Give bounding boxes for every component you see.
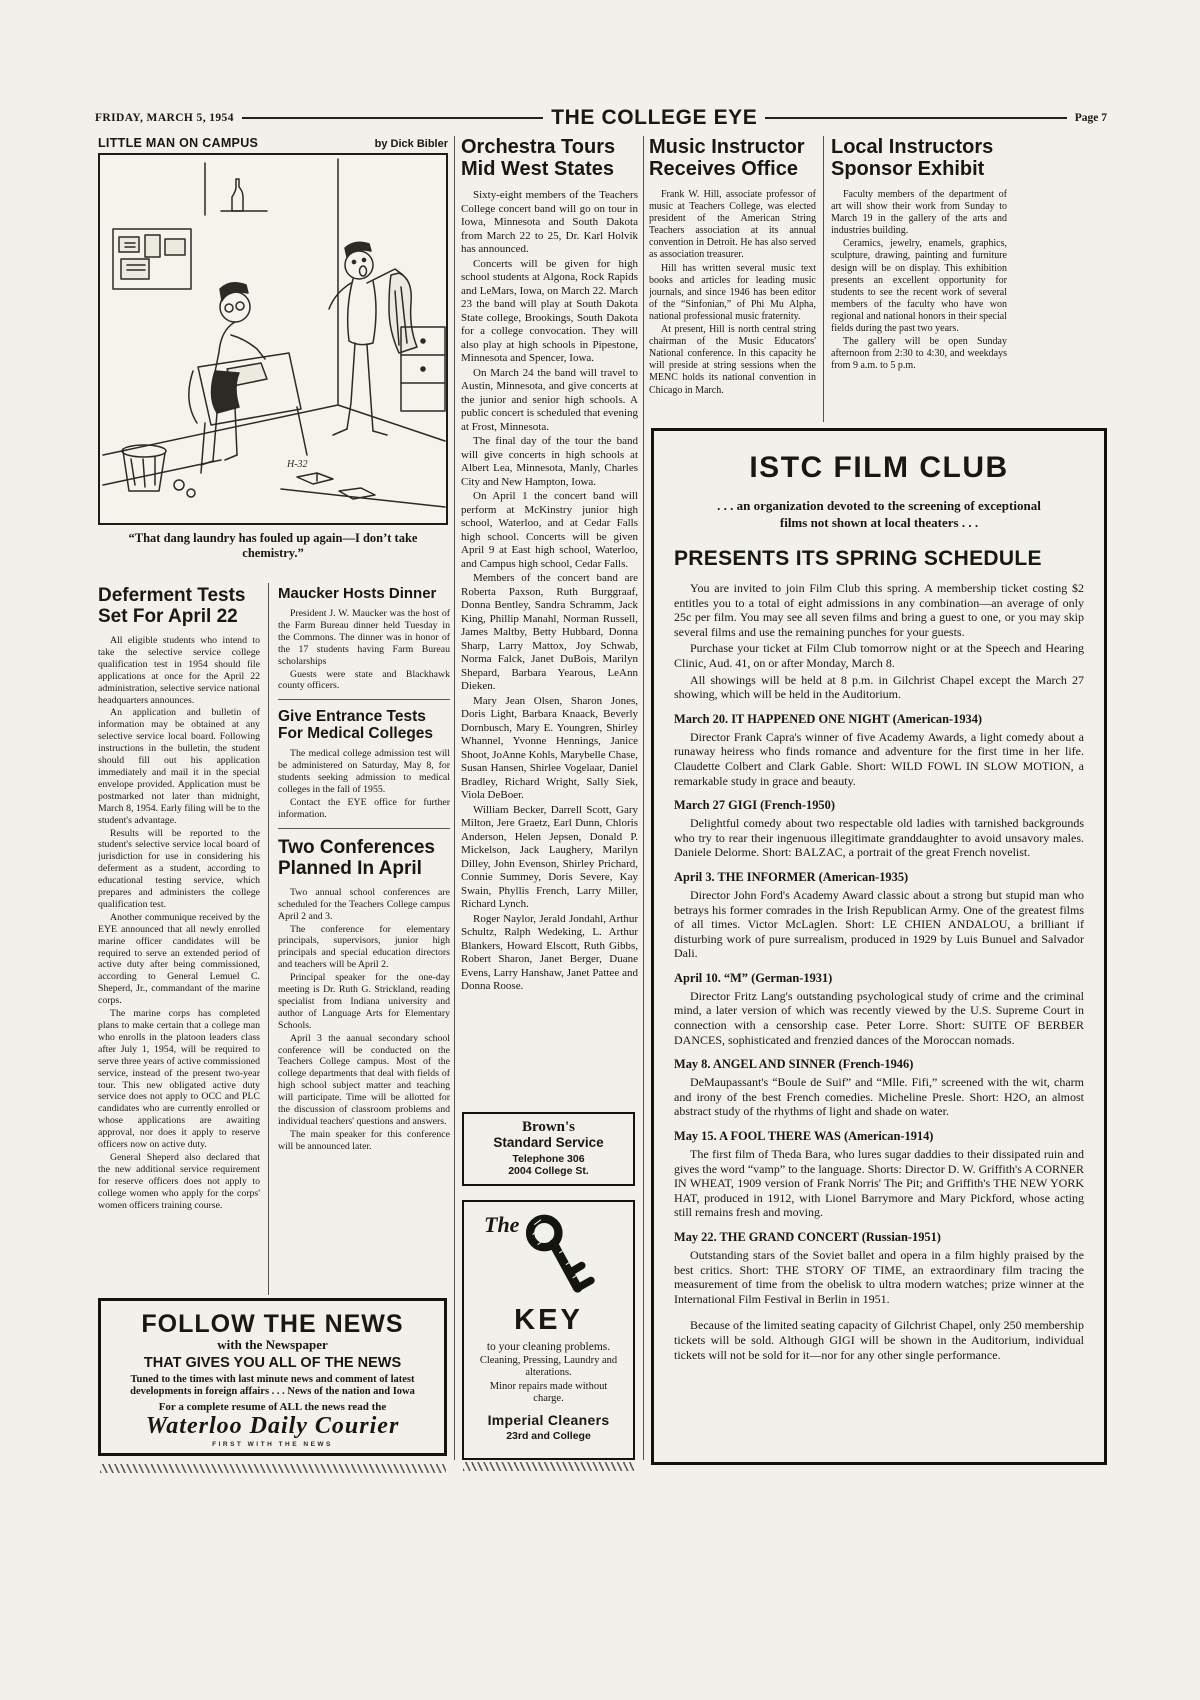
left-columns: [98, 583, 450, 1295]
title-line: Sponsor Exhibit: [831, 158, 985, 180]
article-two-conferences: [278, 828, 450, 1153]
paragraph: At present, Hill is north central string chairman of the Music Educators' National conference. In this capacity he will preside at string sessions when the MENC holds its national convention in Chicago in March.: [649, 324, 816, 396]
film-entry: [674, 870, 1084, 961]
paragraph: Sixty-eight members of the Teachers College concert band will go on tour in Iowa, Minnesota and South Dakota from March 22 to 25, Dr. Karl Holvik has announced.: [461, 189, 638, 255]
comic-header: [98, 136, 448, 150]
comic-frame: [98, 153, 448, 525]
column-divider: [643, 136, 644, 1460]
film-title: April 3. THE INFORMER (American-1935): [674, 869, 909, 884]
paragraph: All showings will be held at 8 p.m. in Gilchrist Chapel except the March 27 showing, which will be held in the Auditorium.: [674, 672, 1084, 702]
ad-slogan: FIRST WITH THE NEWS: [212, 1440, 333, 1448]
paragraph: Contact the EYE office for further information.: [278, 796, 450, 820]
article-body: [461, 189, 638, 994]
film-club-schedule-list: [674, 712, 1084, 1307]
comic-block: [98, 136, 448, 561]
film-title: May 22. THE GRAND CONCERT (Russian-1951): [674, 1230, 941, 1244]
ad-lead-in: For a complete resume of ALL the news read the: [158, 1400, 387, 1413]
film-club-title: ISTC FILM CLUB: [749, 451, 1009, 484]
title-line: Give Entrance Tests: [278, 708, 426, 726]
column-divider: [454, 136, 455, 1460]
film-title: March 27 GIGI (French-1950): [674, 798, 835, 813]
paragraph: Mary Jean Olsen, Sharon Jones, Doris Light, Barbara Knaack, Beverly Dornbusch, Mary E. Youngren, Shirley Whannel, Yvonne Hennings, Janice Shoot, JoAnne Kohls, Marybelle Chase, Susan Hansen, Shirlee Vogelaar, Daniel Bradley, Richard Wright, Sally Siek, Viola DeBoer.: [461, 694, 638, 801]
comic-signature: H-32: [287, 459, 308, 470]
title-line: Receives Office: [649, 158, 798, 180]
paragraph: The medical college admission test will be administered on Saturday, May 8, for students seeking admission to medical colleges in the fall of 1955.: [278, 748, 450, 796]
key-icon: [514, 1208, 600, 1308]
left-subcolumn: [268, 583, 450, 1295]
paragraph: Two annual school conferences are scheduled for the Teachers College campus April 2 and 3.: [278, 886, 450, 922]
article-music-instructor: [649, 136, 816, 398]
film-description: Director Frank Capra's winner of five Academy Awards, a light comedy about a runaway heiress who finds romance and adventure for the first time in her life. Claudette Colbert and Clark Gable. Short: WILD FOWL IN SLOW MOTION, a remarkable study in grace and beauty.: [674, 729, 1084, 788]
ad-business-name: Imperial Cleaners: [487, 1412, 610, 1428]
article-title: [831, 136, 1007, 180]
paragraph: Purchase your ticket at Film Club tomorrow night or at the Speech and Hearing Clinic, Aud. 41, on or after Monday, March 8.: [674, 641, 1084, 670]
article-local-instructors: [831, 136, 1007, 373]
article-body: [278, 748, 450, 820]
paragraph: President J. W. Maucker was the host of the Farm Bureau dinner held Tuesday in the Commons. The dinner was in honor of the 17 students having Farm Bureau scholarships: [278, 608, 450, 667]
film-description: Delightful comedy about two respectable old ladies with tarnished backgrounds who try to rear their ingenuous illegitimate granddaughter to avoid unsavory males. Daniele Delorme. Short: BALZAC, a portrait of the great French novelist.: [674, 816, 1084, 860]
issue-date: FRIDAY, MARCH 5, 1954: [95, 112, 234, 124]
article-title: [98, 585, 260, 627]
film-title: May 8. ANGEL AND SINNER (French-1946): [674, 1057, 914, 1072]
article-maucker-dinner: [278, 585, 450, 692]
paragraph: William Becker, Darrell Scott, Gary Milton, Jere Graetz, Earl Dunn, Chloris Anderson, Helen Jepsen, Donald P. Mickelson, Jack Laughery, Marilyn Dilley, John Evenson, Shirley Prichard, Connie Summey, Doris Severe, Kay Swain, Phyllis French, Larry Miller, Richard Lynch.: [461, 803, 638, 910]
comic-byline: by Dick Bibler: [374, 138, 448, 150]
film-entry: [674, 1129, 1084, 1220]
masthead: [95, 106, 1107, 130]
ad-address: 2004 College St.: [508, 1165, 589, 1177]
title-line: Music Instructor: [649, 136, 805, 158]
ad-business-name: Brown's: [521, 1119, 576, 1135]
article-orchestra-tours: [461, 136, 638, 1111]
film-title: May 15. A FOOL THERE WAS (American-1914): [674, 1129, 934, 1144]
comic-illustration: [100, 155, 446, 523]
paragraph: Members of the concert band are Roberta Paxson, Ruth Burggraaf, Donna Bentley, Sandra Schramm, Jack King, Phillip Manahl, Norman Russell, James Maltby, Betty Hubbard, Donna Sharp, Larry Mattox, Joy Schwab, Norma Falck, Janet DuBois, Marilyn Shepard, Barbara Yearous, LeAnn Dieken.: [461, 572, 638, 692]
article-title: [461, 136, 638, 180]
page-number: Page 7: [1074, 112, 1108, 124]
film-entry: [674, 1057, 1084, 1119]
paragraph: All eligible students who intend to take the selective service college qualification test in 1954 should file applications at once for the April 22 administration, selective service national headquarters announces.: [98, 635, 260, 706]
paragraph: Another communique received by the EYE announced that all newly enrolled marine officer candidates will be required to serve an extended period of active duty after being commissioned, according to General Lemuel C. Sheperd, Jr., commandant of the marine corps.: [98, 911, 260, 1007]
comic-title: LITTLE MAN ON CAMPUS: [98, 136, 259, 150]
key-ad-line: to your cleaning problems.: [486, 1341, 611, 1353]
paragraph: The conference for elementary principals, supervisors, junior high principals and special education directors and teachers will be April 2.: [278, 923, 450, 971]
title-line: Set For April 22: [98, 606, 238, 627]
ad-business-type: Standard Service: [493, 1135, 604, 1150]
film-club-subtitle: [674, 497, 1084, 531]
ad-follow-the-news: [98, 1298, 447, 1456]
ad-body: Tuned to the times with last minute news and comment of latest developments in foreign affairs . . . News of the nation and Iowa: [130, 1374, 415, 1397]
title-line: Local Instructors: [831, 136, 994, 158]
film-club-schedule-heading: PRESENTS ITS SPRING SCHEDULE: [674, 547, 1042, 570]
paragraph: The marine corps has completed plans to make certain that a college man who enrolls in the platoon leaders class after July 1, 1954, will be required to serve three years of active commissioned service, instead of the present two-year tour. This new obligated active duty service does not apply to OCC and PLC candidates who are currently enrolled or whose applications are awaiting approval, nor does it apply to reserve officers now on active duty.: [98, 1008, 260, 1151]
article-title: Maucker Hosts Dinner: [278, 585, 437, 602]
paragraph: You are invited to join Film Club this spring. A membership ticket costing $2 entitles you to a total of eight admissions in any combination—an average of only 25c per film. You may see all seven films and bring a guest to one, or you may skip several films and use the remaining punches for your guests.: [674, 581, 1084, 639]
key-ad-the: The: [484, 1212, 520, 1237]
film-club-feature: [651, 428, 1107, 1465]
key-ad-line: Cleaning, Pressing, Laundry and alterations.: [479, 1355, 618, 1378]
ad-newspaper-name: Waterloo Daily Courier: [145, 1412, 400, 1439]
paragraph: An application and bulletin of information may be obtained at any selective service local board. Following instructions in the bulletin, the student should fill out his application immediately and mail it in the special envelope provided. Application must be postmarked not later than midnight, March 8, 1954. Early filing will be to the student's advantage.: [98, 707, 260, 826]
title-line: For Medical Colleges: [278, 725, 434, 743]
subtitle-line: films not shown at local theaters . . .: [779, 515, 979, 530]
film-entry: [674, 971, 1084, 1047]
ad-address: 23rd and College: [506, 1430, 591, 1442]
title-line: Two Conferences: [278, 836, 435, 858]
paragraph: Ceramics, jewelry, enamels, graphics, sculpture, drawing, painting and furniture design will be on display. This exhibition presents an excellent opportunity for students to see the recent work of several members of the faculty who have won regional and national honors in their special fields during the past two years.: [831, 238, 1007, 335]
article-entrance-tests: [278, 699, 450, 820]
paragraph: On April 1 the concert band will perform at McKinstry junior high school, Waterloo, and at Cedar Falls high school. Concerts will be given April 9 at East high school, Waterloo, and Campus high school, Cedar Falls.: [461, 490, 638, 570]
newspaper-title: THE COLLEGE EYE: [551, 106, 758, 129]
article-body: [649, 189, 816, 397]
ad-browns-standard-service: [462, 1112, 635, 1186]
title-line: Planned In April: [278, 857, 422, 879]
film-entry: [674, 1230, 1084, 1306]
comic-caption: “That dang laundry has fouled up again—I don’t take chemistry.”: [128, 531, 418, 560]
film-description: Director John Ford's Academy Award classic about a strong but stupid man who betrays his former comrades in the Irish Republican Army. One of the greatest films of all times. Victor McLaglen. Short: LE CHIEN ANDALOU, a brilliant if disturbing work of pure surrealism, produced in 1929 by Luis Bunuel and Salvador Dali.: [674, 887, 1084, 961]
paragraph: Hill has written several music text books and articles for leading music journals, and since 1946 has been editor of the “Sinfonian,” of Phi Mu Alpha, national professional music fraternity.: [649, 262, 816, 322]
film-entry: [674, 712, 1084, 788]
article-body: [831, 189, 1007, 372]
ad-headline: FOLLOW THE NEWS: [141, 1310, 404, 1338]
paragraph: The main speaker for this conference will be announced later.: [278, 1128, 450, 1152]
title-line: Orchestra Tours: [461, 136, 616, 158]
film-description: The first film of Theda Bara, who lures sugar daddies to their dissipated ruin and gives the word “vamp” to the language. Shorts: Director D. W. Griffith's A CORNER IN WHEAT, 1909 version of Frank Norris' The Pit; and Griffith's THE NEW YORK HAT, produced in 1912, with Lionel Barrymore and Mary Pickford, whose acting still remains fresh and moving.: [674, 1147, 1084, 1220]
paragraph: Guests were state and Blackhawk county officers.: [278, 668, 450, 692]
key-ad-art: [472, 1208, 625, 1310]
paragraph: Frank W. Hill, associate professor of music at Teachers College, was elected president of the American String Teachers association at its annual convention in Detroit. He has also served as association treasurer.: [649, 189, 816, 261]
film-description: DeMaupassant's “Boule de Suif” and “Mlle. Fifi,” screened with the wit, charm and irony of the best French comedies. Micheline Presle. Short: H2O, an almost abstract study of the rhythms of light and shade on water.: [674, 1075, 1084, 1119]
film-description: Director Fritz Lang's outstanding psychological study of crime and the criminal mind, a later version of which was recently viewed by the U.S. Supreme Court in connection with a censorship case. Peter Lorre. Short: SUITE OF BERBER DANCES, sophisticated and frenzied dances of the Moroccan nomads.: [674, 988, 1084, 1047]
decorative-hatch: [100, 1464, 446, 1473]
masthead-rule-left: [242, 117, 543, 119]
paragraph: Results will be reported to the student's selective service local board of jurisdiction for use in considering his deferment as a student, according to educational testing service, which prepares and administers the college qualification test.: [98, 827, 260, 910]
paragraph: Principal speaker for the one-day meeting is Dr. Ruth G. Strickland, reading specialist from Indiana university and author of Language Arts for Elementary Schools.: [278, 972, 450, 1031]
paragraph: The gallery will be open Sunday afternoon from 2:30 to 4:30, and weekdays from 9 a.m. to 5 p.m.: [831, 336, 1007, 372]
masthead-rule-right: [765, 117, 1066, 119]
key-ad-headline: KEY: [514, 1304, 583, 1336]
decorative-hatch: [463, 1462, 634, 1471]
subtitle-line: . . . an organization devoted to the screening of exceptional: [717, 498, 1041, 513]
ad-subheadline: with the Newspaper: [217, 1337, 328, 1352]
article-body: [278, 887, 450, 1153]
paragraph: Concerts will be given for high school students at Algona, Rock Rapids and LeMars, Iowa, on March 22. March 23 the band will play at South Dakota State college, Brookings, South Dakota for a college convocation. They will also play at high schools in Pipestone, Minnesota and Spencer, Iowa.: [461, 257, 638, 364]
film-title: April 10. “M” (German-1931): [674, 970, 833, 985]
title-line: Deferment Tests: [98, 585, 246, 606]
film-club-note: Because of the limited seating capacity of Gilchrist Chapel, only 250 membership tickets will be sold. Although GIGI will be shown in the Auditorium, individual tickets will not be sold for it—nor for any other single performance.: [674, 1318, 1084, 1362]
ad-phone: Telephone 306: [512, 1153, 585, 1165]
paragraph: On March 24 the band will travel to Austin, Minnesota, and give concerts at the junior and senior high schools. A public concert is scheduled that evening at Frost, Minnesota.: [461, 366, 638, 433]
paragraph: General Sheperd also declared that the new additional service requirement for reserve officers does not apply to college women who apply for the corps' women officers training course.: [98, 1151, 260, 1211]
film-entry: [674, 798, 1084, 860]
ad-tagline: THAT GIVES YOU ALL OF THE NEWS: [143, 1355, 402, 1371]
paragraph: Faculty members of the department of art will show their work from Sunday to March 19 in the gallery of the arts and industries building.: [831, 189, 1007, 237]
article-body: [278, 608, 450, 692]
paragraph: April 3 the aanual secondary school conference will be conducted on the Teachers College campus. Most of the college departments that deal with fields of high school subject matter and teaching will participate. Time will be allotted for the discussion of classroom problems and individual teachers' questions and answers.: [278, 1032, 450, 1127]
column-divider: [823, 136, 824, 422]
key-ad-line: Minor repairs made without charge.: [489, 1381, 608, 1404]
article-title: [649, 136, 816, 180]
article-title: [278, 708, 450, 742]
paragraph: Roger Naylor, Jerald Jondahl, Arthur Schultz, Ralph Wedeking, L. Arthur Blankers, Howard Elscott, Ruth Gibbs, Robert Sharon, Janet Berger, Duane Evens, Larry Hanshaw, Janet Pattee and Donna Roose.: [461, 912, 638, 992]
paragraph: The final day of the tour the band will give concerts in high schools at Albert Lea, Minnesota, Manly, Charles City and New Hampton, Iowa.: [461, 435, 638, 488]
film-club-intro: [674, 581, 1084, 702]
article-title: [278, 837, 450, 879]
ad-imperial-cleaners: [462, 1200, 635, 1460]
film-title: March 20. IT HAPPENED ONE NIGHT (American-1934): [674, 711, 983, 726]
article-body: [98, 635, 260, 1212]
title-line: Mid West States: [461, 158, 614, 180]
film-description: Outstanding stars of the Soviet ballet and opera in a film highly praised by the best critics. Short: THE STORY OF TIME, an extraordinary film tracing the measurement of time from the obelisk to ultra modern watches; prize winner at the International Film Festival in Berlin in 1951.: [674, 1248, 1084, 1306]
article-deferment-tests: [98, 583, 268, 1295]
